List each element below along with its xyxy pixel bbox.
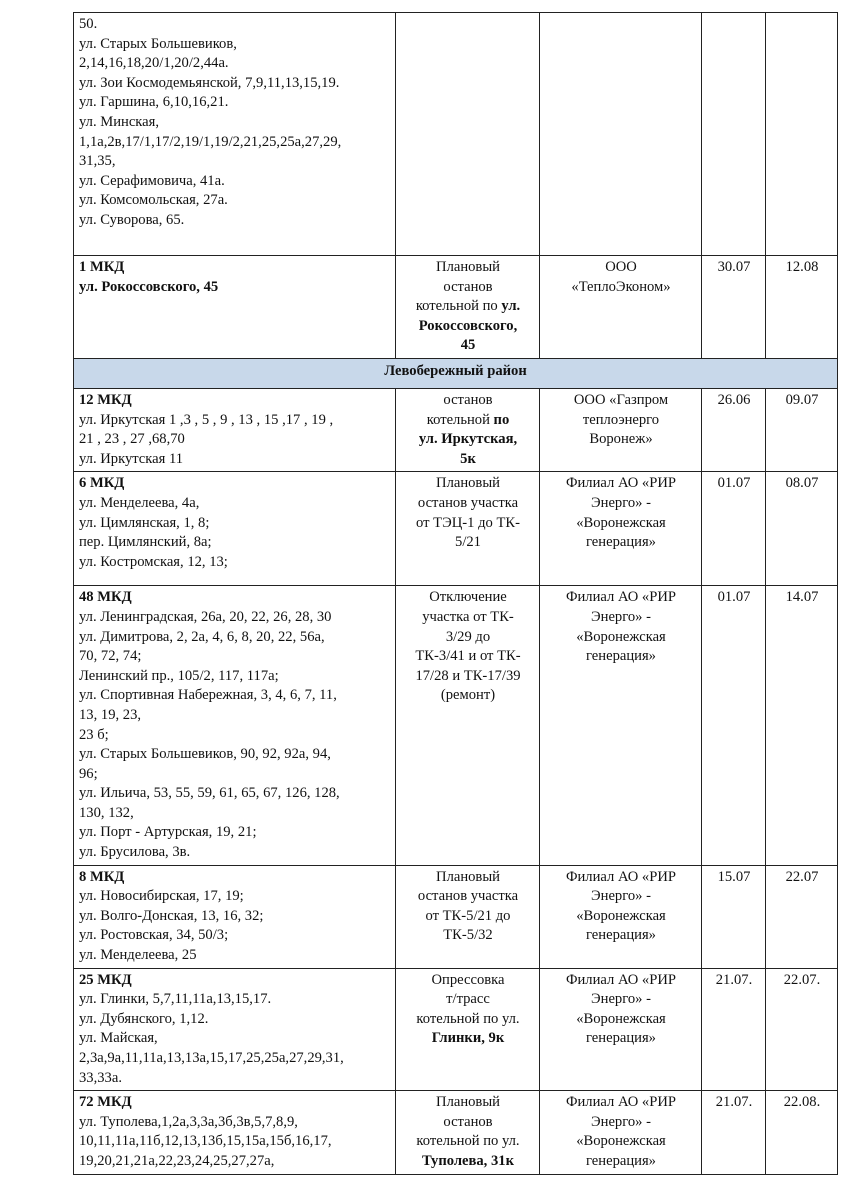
- reason-bold-text: 5к: [460, 450, 476, 467]
- reason-bold-text: Туполева, 31к: [422, 1152, 514, 1169]
- reason-bold-text: по: [493, 411, 510, 428]
- start-date-cell: 26.06: [702, 388, 766, 471]
- start-date-cell: 30.07: [702, 256, 766, 359]
- reason-text: останов: [443, 391, 493, 408]
- reason-text: котельной по ул.: [416, 1133, 520, 1150]
- address-line: 96;: [79, 765, 98, 782]
- reason-line: [401, 907, 535, 927]
- reason-text: участка от ТК-: [422, 608, 514, 625]
- end-date-cell: 22.07.: [766, 968, 838, 1091]
- reason-text: Опрессовка: [431, 971, 505, 988]
- table-row: [74, 865, 838, 968]
- address-line: ул. Комсомольская, 27а.: [79, 192, 228, 209]
- reason-text: котельной по ул.: [416, 1010, 520, 1027]
- start-date-cell: 15.07: [702, 865, 766, 968]
- organization-line: Энерго» -: [591, 608, 651, 625]
- organization-line: «Воронежская: [576, 1133, 666, 1150]
- address-line: ул. Суворова, 65.: [79, 211, 185, 228]
- organization-line: генерация»: [586, 1030, 656, 1047]
- organization-line: «Воронежская: [576, 628, 666, 645]
- organization-line: Энерго» -: [591, 991, 651, 1008]
- reason-line: [401, 667, 535, 687]
- address-line: 19,20,21,21а,22,23,24,25,27,27а,: [79, 1152, 275, 1169]
- organization-line: «ТеплоЭконом»: [571, 278, 671, 295]
- address-line: 13, 19, 23,: [79, 706, 142, 723]
- reason-line: [401, 317, 535, 337]
- reason-line: [401, 474, 535, 494]
- table-row: [74, 256, 838, 359]
- address-line: ул. Цимлянская, 1, 8;: [79, 514, 210, 531]
- address-line: 2,3а,9а,11,11а,13,13а,15,17,25,25а,27,29,31,: [79, 1050, 344, 1066]
- organization-line: «Воронежская: [576, 1010, 666, 1027]
- reason-line: [401, 297, 535, 317]
- building-count: 25 МКД: [79, 971, 132, 988]
- end-date-cell: 22.07: [766, 865, 838, 968]
- address-line: ул. Спортивная Набережная, 3, 4, 6, 7, 11,: [79, 687, 337, 704]
- reason-text: котельной: [426, 411, 494, 428]
- reason-line: [401, 411, 535, 431]
- reason-text: Плановый: [436, 259, 500, 275]
- organization-line: Филиал АО «РИР: [565, 1094, 677, 1111]
- address-line: ул. Иркутская 11: [79, 450, 184, 467]
- address-line: 21 , 23 , 27 ,68,70: [79, 431, 185, 448]
- reason-text: от ТК-5/21 до: [425, 907, 511, 924]
- organization-line: генерация»: [586, 534, 656, 551]
- reason-line: [401, 278, 535, 298]
- organization-line: Энерго» -: [591, 1113, 651, 1130]
- reason-text: ТК-3/41 и от ТК-: [415, 648, 521, 665]
- address-cell: [74, 13, 396, 256]
- table-row: [74, 388, 838, 471]
- address-line: ул. Зои Космодемьянской, 7,9,11,13,15,19.: [79, 74, 340, 91]
- reason-cell: [396, 586, 540, 865]
- reason-cell: [396, 968, 540, 1091]
- building-count: 48 МКД: [79, 589, 132, 606]
- organization-cell: [540, 388, 702, 471]
- address-line: 1,1а,2в,17/1,17/2,19/1,19/2,21,25,25а,27,29,: [79, 133, 342, 150]
- organization-line: Энерго» -: [591, 888, 651, 905]
- address-line: ул. Ильича, 53, 55, 59, 61, 65, 67, 126, 128,: [79, 785, 340, 802]
- address-line: ул. Менделеева, 25: [79, 947, 197, 964]
- building-count: 8 МКД: [79, 868, 125, 885]
- start-date-cell: 21.07.: [702, 1091, 766, 1174]
- building-count: 1 МКД: [79, 259, 125, 275]
- reason-line: [401, 1152, 535, 1172]
- reason-text: останов участка: [417, 888, 519, 905]
- table-row: [74, 13, 838, 256]
- address-line: ул. Костромская, 12, 13;: [79, 553, 228, 570]
- address-line: ул. Порт - Артурская, 19, 21;: [79, 824, 257, 841]
- address-cell: [74, 1091, 396, 1174]
- reason-text: останов: [443, 1113, 493, 1130]
- organization-cell: [540, 586, 702, 865]
- reason-text: котельной по: [415, 298, 502, 315]
- address-cell: [74, 586, 396, 865]
- address-line: 2,14,16,18,20/1,20/2,44а.: [79, 55, 229, 72]
- building-count: 6 МКД: [79, 475, 125, 492]
- reason-bold-text: ул.: [501, 298, 521, 315]
- address-line: ул. Старых Большевиков, 90, 92, 92а, 94,: [79, 746, 331, 763]
- reason-line: [401, 1132, 535, 1152]
- reason-text: т/трасс: [446, 991, 490, 1008]
- end-date-cell: [766, 13, 838, 256]
- reason-line: [401, 336, 535, 356]
- reason-cell: [396, 472, 540, 586]
- reason-text: Плановый: [436, 1094, 500, 1111]
- organization-cell: [540, 968, 702, 1091]
- organization-cell: [540, 472, 702, 586]
- building-count: 72 МКД: [79, 1094, 132, 1111]
- reason-line: [401, 608, 535, 628]
- organization-line: Филиал АО «РИР: [565, 868, 677, 885]
- reason-cell: [396, 865, 540, 968]
- address-line: 33,33а.: [79, 1069, 122, 1086]
- organization-cell: [540, 256, 702, 359]
- address-line: 70, 72, 74;: [79, 648, 142, 665]
- start-date-cell: 01.07: [702, 586, 766, 865]
- address-cell: [74, 472, 396, 586]
- reason-line: [401, 258, 535, 278]
- building-count: 12 МКД: [79, 391, 132, 408]
- reason-text: от ТЭЦ-1 до ТК-: [416, 514, 520, 531]
- reason-line: [401, 628, 535, 648]
- organization-line: Филиал АО «РИР: [565, 475, 677, 492]
- organization-line: Филиал АО «РИР: [565, 589, 677, 606]
- address-line: пер. Цимлянский, 8а;: [79, 534, 212, 551]
- organization-line: «Воронежская: [576, 907, 666, 924]
- reason-line: [401, 647, 535, 667]
- address-line: ул. Ростовская, 34, 50/3;: [79, 927, 229, 944]
- address-cell: [74, 865, 396, 968]
- address-line: ул. Новосибирская, 17, 19;: [79, 888, 244, 905]
- reason-text: Плановый: [436, 475, 500, 492]
- address-line: 130, 132,: [79, 804, 134, 821]
- organization-line: ООО «Газпром: [573, 391, 669, 408]
- reason-text: (ремонт): [440, 687, 496, 704]
- address-line: ул. Димитрова, 2, 2а, 4, 6, 8, 20, 22, 56а,: [79, 628, 325, 645]
- reason-text: останов участка: [417, 494, 519, 511]
- reason-bold-text: Рокоссовского,: [418, 317, 518, 334]
- address-line: Ленинский пр., 105/2, 117, 117а;: [79, 667, 279, 684]
- organization-line: теплоэнерго: [582, 411, 660, 428]
- outage-schedule-page: [73, 12, 838, 1175]
- address-cell: [74, 256, 396, 359]
- reason-line: [401, 926, 535, 946]
- address-line: ул. Гаршина, 6,10,16,21.: [79, 94, 229, 111]
- end-date-cell: 12.08: [766, 256, 838, 359]
- reason-line: [401, 686, 535, 706]
- reason-text: 17/28 и ТК-17/39: [415, 667, 521, 684]
- reason-line: [401, 887, 535, 907]
- address-line: ул. Ленинградская, 26а, 20, 22, 26, 28, 30: [79, 608, 332, 625]
- table-row: [74, 968, 838, 1091]
- address-line: ул. Туполева,1,2а,3,3а,3б,3в,5,7,8,9,: [79, 1113, 298, 1130]
- organization-line: генерация»: [586, 648, 656, 665]
- end-date-cell: 14.07: [766, 586, 838, 865]
- reason-text: ТК-5/32: [443, 927, 493, 944]
- address-line: ул. Старых Большевиков,: [79, 35, 237, 52]
- end-date-cell: 09.07: [766, 388, 838, 471]
- reason-line: [401, 1029, 535, 1049]
- organization-line: «Воронежская: [576, 514, 666, 531]
- reason-cell: [396, 13, 540, 256]
- address-line: ул. Брусилова, 3в.: [79, 844, 191, 861]
- reason-bold-text: Глинки, 9к: [431, 1030, 505, 1047]
- table-row: [74, 472, 838, 586]
- reason-line: [401, 391, 535, 411]
- organization-line: Энерго» -: [591, 494, 651, 511]
- district-header-row: [74, 358, 838, 388]
- reason-bold-text: ул. Иркутская,: [418, 431, 518, 448]
- reason-line: [401, 588, 535, 608]
- organization-line: Филиал АО «РИР: [565, 971, 677, 988]
- address-line: ул. Глинки, 5,7,11,11а,13,15,17.: [79, 991, 272, 1008]
- reason-cell: [396, 256, 540, 359]
- address-line: 10,11,11а,11б,12,13,13б,15,15а,15б,16,17,: [79, 1133, 332, 1150]
- reason-text: останов: [443, 278, 493, 295]
- reason-cell: [396, 388, 540, 471]
- organization-cell: [540, 865, 702, 968]
- address-line: ул. Дубянского, 1,12.: [79, 1010, 209, 1027]
- reason-text: 5/21: [455, 534, 481, 551]
- address-line: 23 б;: [79, 726, 109, 743]
- organization-line: генерация»: [586, 1152, 656, 1169]
- end-date-cell: 08.07: [766, 472, 838, 586]
- address-line: ул. Менделеева, 4а,: [79, 494, 200, 511]
- reason-line: [401, 990, 535, 1010]
- address-line: 50.: [79, 16, 98, 32]
- address-line: ул. Минская,: [79, 113, 160, 130]
- organization-cell: [540, 13, 702, 256]
- reason-line: [401, 971, 535, 991]
- address-line: ул. Серафимовича, 41а.: [79, 172, 225, 189]
- district-header: Левобережный район: [74, 358, 838, 388]
- organization-cell: [540, 1091, 702, 1174]
- reason-line: [401, 533, 535, 553]
- start-date-cell: 01.07: [702, 472, 766, 586]
- organization-line: генерация»: [586, 927, 656, 944]
- address-line: ул. Иркутская 1 ,3 , 5 , 9 , 13 , 15 ,17 , 19 ,: [79, 411, 334, 428]
- reason-line: [401, 1093, 535, 1113]
- address-line: ул. Майская,: [79, 1030, 158, 1047]
- address-cell: [74, 388, 396, 471]
- address-line: ул. Волго-Донская, 13, 16, 32;: [79, 907, 264, 924]
- address-line: ул. Рокоссовского, 45: [79, 278, 219, 295]
- table-row: [74, 586, 838, 865]
- reason-text: Отключение: [429, 589, 507, 606]
- reason-line: [401, 494, 535, 514]
- end-date-cell: 22.08.: [766, 1091, 838, 1174]
- reason-text: 3/29 до: [445, 628, 491, 645]
- reason-line: [401, 514, 535, 534]
- address-line: 31,35,: [79, 153, 116, 170]
- reason-cell: [396, 1091, 540, 1174]
- start-date-cell: 21.07.: [702, 968, 766, 1091]
- outage-schedule-table: [73, 12, 838, 1175]
- reason-line: [401, 1113, 535, 1133]
- reason-bold-text: 45: [460, 337, 476, 354]
- reason-line: [401, 1010, 535, 1030]
- reason-text: Плановый: [436, 868, 500, 885]
- organization-line: ООО: [605, 259, 637, 275]
- start-date-cell: [702, 13, 766, 256]
- organization-line: Воронеж»: [589, 431, 653, 448]
- table-row: [74, 1091, 838, 1174]
- reason-line: [401, 450, 535, 470]
- address-cell: [74, 968, 396, 1091]
- reason-line: [401, 868, 535, 888]
- reason-line: [401, 430, 535, 450]
